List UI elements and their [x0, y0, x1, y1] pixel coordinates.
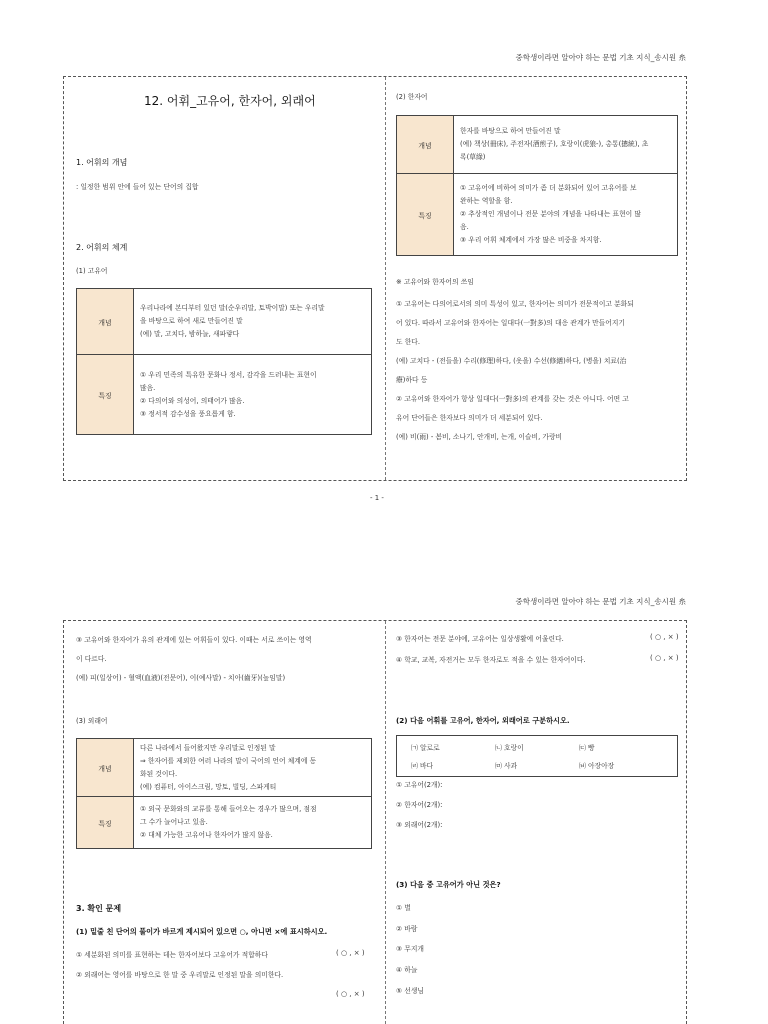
page-number: - 1 -	[370, 494, 384, 502]
cell-line: ① 고유어에 비하여 의미가 좀 더 분화되어 있어 고유어를 보	[460, 184, 637, 192]
cell-line: 음.	[460, 223, 469, 231]
loanword-table	[76, 738, 372, 849]
cell-line: ② 대체 가능한 고유어나 한자어가 많지 않음.	[140, 831, 273, 839]
feature-label: 특징	[77, 797, 134, 849]
answer-choice[interactable]: ⑤ 선생님	[396, 987, 424, 995]
word-option: ㈀ 알로로	[411, 744, 440, 752]
cell-line: ③ 정서적 감수성을 풍요롭게 함.	[140, 409, 236, 418]
feature-cell	[134, 797, 372, 849]
concept-label: 개념	[397, 116, 454, 174]
cell-line: ② 추상적인 개념이나 전문 분야의 개념을 나타내는 표현이 많	[460, 210, 641, 218]
usage-line: (예) 고치다 - (전들을) 수리(修理)하다, (옷을) 수선(修繕)하다, (병을) 치료(治	[396, 357, 627, 365]
question-item: ③ 한자어는 전문 분야에, 고유어는 일상생활에 어울린다.	[396, 635, 564, 643]
question-item: ② 외래어는 영어를 바탕으로 한 말 중 우리말로 인정된 말을 의미한다.	[76, 971, 284, 979]
feature-cell	[454, 174, 678, 256]
cell-line: 한자를 바탕으로 하여 만들어진 말	[460, 127, 561, 135]
cell-line: 완하는 역할을 함.	[460, 197, 513, 205]
question-title: (2) 다음 어휘를 고유어, 한자어, 외래어로 구분하시오.	[396, 716, 570, 725]
word-option: ㈃ 바다	[411, 762, 434, 770]
concept-label: 개념	[77, 739, 134, 797]
cell-line: 우리나라에 본디부터 있던 말(순우리말, 토박이말) 또는 우리말	[140, 304, 325, 312]
usage-title: ※ 고유어와 한자어의 쓰임	[396, 278, 474, 286]
note-line: ③ 고유어와 한자어가 유의 관계에 있는 어휘들이 있다. 이때는 서로 쓰이는 영역	[76, 636, 312, 644]
question-title: (3) 다음 중 고유어가 아닌 것은?	[396, 880, 501, 889]
ox-answer[interactable]: ( ○ , × )	[336, 990, 365, 998]
answer-blank[interactable]: ③ 외래어(2개):	[396, 821, 443, 829]
section-heading: 2. 어휘의 체계	[76, 243, 128, 252]
answer-blank[interactable]: ② 한자어(2개):	[396, 801, 443, 809]
question-item: ① 세분화된 의미를 표현하는 데는 한자어보다 고유어가 적합하다	[76, 951, 268, 959]
usage-line: ② 고유어와 한자어가 항상 일대다(一對多)의 관계를 갖는 것은 아니다. 어떤 고	[396, 395, 629, 403]
cell-line: ③ 우리 어휘 체계에서 가장 많은 비중을 차지함.	[460, 236, 602, 244]
cell-line: ⇒ 한자어를 제외한 여러 나라의 말이 국어의 언어 체계에 동	[140, 756, 317, 765]
cell-line: 화된 것이다.	[140, 769, 178, 778]
usage-line: (예) 비(雨) - 봄비, 소나기, 안개비, 는개, 이슬비, 가랑비	[396, 433, 563, 441]
ox-answer[interactable]: ( ○ , × )	[650, 633, 679, 641]
cell-line: 록(草綠)	[460, 153, 486, 161]
subsection-heading: (2) 한자어	[396, 93, 428, 101]
subsection-heading: (1) 고유어	[76, 267, 108, 275]
concept-cell	[454, 116, 678, 174]
answer-choice[interactable]: ③ 무지개	[396, 945, 424, 953]
usage-line: ① 고유어는 다의어로서의 의미 특성이 있고, 한자어는 의미가 전문적이고 분화되	[396, 300, 634, 308]
cell-line: (예) 컴퓨터, 아이스크림, 망토, 빌딩, 스파게티	[140, 782, 277, 791]
page-title: 12. 어휘_고유어, 한자어, 외래어	[144, 94, 316, 108]
word-option: ㈂ 빵	[579, 744, 595, 752]
subsection-heading: (3) 외래어	[76, 717, 108, 725]
usage-line: 療)하다 등	[396, 376, 428, 384]
question-item: ④ 학교, 교복, 자전거는 모두 한자로도 적을 수 있는 한자어이다.	[396, 656, 586, 664]
usage-line: 유어 단어들은 한자보다 의미가 더 세분되어 있다.	[396, 414, 543, 422]
concept-cell	[134, 739, 372, 797]
cell-line: (예) 말, 고치다, 밤하늘, 새파랗다	[140, 330, 240, 338]
note-line: (예) 피(일상어) - 혈액(血液)(전문어), 이(예사말) - 치아(齒牙)(높임말)	[76, 674, 286, 682]
native-word-table	[76, 288, 372, 435]
question-title: (1) 밑줄 친 단어의 풀이가 바르게 제시되어 있으면 ○, 아니면 ×에 표시하시오.	[76, 927, 328, 936]
page2-frame	[63, 620, 687, 1024]
cell-line: ① 외국 문화와의 교류를 통해 들어오는 경우가 많으며, 점점	[140, 805, 317, 813]
ox-answer[interactable]: ( ○ , × )	[336, 949, 365, 957]
feature-cell	[134, 355, 372, 435]
section-text: : 일정한 범위 안에 들어 있는 단어의 집합	[76, 183, 199, 191]
concept-cell	[134, 289, 372, 355]
answer-choice[interactable]: ① 별	[396, 904, 411, 912]
usage-line: 도 한다.	[396, 338, 421, 346]
cell-line: ① 우리 민족의 특유한 문화나 정서, 감각을 드러내는 표현이	[140, 370, 317, 379]
answer-choice[interactable]: ② 바람	[396, 925, 418, 933]
answer-blank[interactable]: ① 고유어(2개):	[396, 781, 443, 789]
page-header: 중학생이라면 알아야 하는 문법 기초 지식_송시원 ⽷	[515, 597, 686, 606]
usage-list	[396, 295, 634, 447]
word-options-box	[396, 735, 678, 777]
column-divider	[385, 621, 386, 1024]
synonym-note	[76, 631, 312, 688]
cell-line: 을 바탕으로 하여 새로 만들어진 말	[140, 317, 243, 325]
sino-word-table	[396, 115, 678, 256]
note-line: 이 다르다.	[76, 655, 107, 663]
ox-answer[interactable]: ( ○ , × )	[650, 654, 679, 662]
cell-line: 그 수가 늘어나고 있음.	[140, 818, 208, 826]
page-header: 중학생이라면 알아야 하는 문법 기초 지식_송시원 ⽷	[515, 53, 686, 62]
cell-line: 다른 나라에서 들어왔지만 우리말로 인정된 말	[140, 743, 276, 752]
word-option: ㈄ 사과	[495, 762, 518, 770]
word-option: ㈅ 아장아장	[579, 762, 615, 770]
cell-line: ② 다의어와 의성어, 의태어가 많음.	[140, 396, 245, 405]
answer-choice[interactable]: ④ 하늘	[396, 966, 418, 974]
page1-frame	[63, 76, 687, 481]
feature-label: 특징	[77, 355, 134, 435]
concept-label: 개념	[77, 289, 134, 355]
feature-label: 특징	[397, 174, 454, 256]
section-heading: 3. 확인 문제	[76, 904, 122, 913]
cell-line: (예) 책상(冊床), 주전자(酒煎子), 호랑이(虎狼-), 총통(摠統), 초	[460, 140, 649, 148]
word-option: ㈁ 호랑이	[495, 744, 524, 752]
section-heading: 1. 어휘의 개념	[76, 158, 128, 167]
usage-line: 어 있다. 따라서 고유어와 한자어는 일대다(一對多)의 대응 관계가 만들어지기	[396, 319, 625, 327]
column-divider	[385, 77, 386, 480]
cell-line: 많음.	[140, 383, 156, 392]
